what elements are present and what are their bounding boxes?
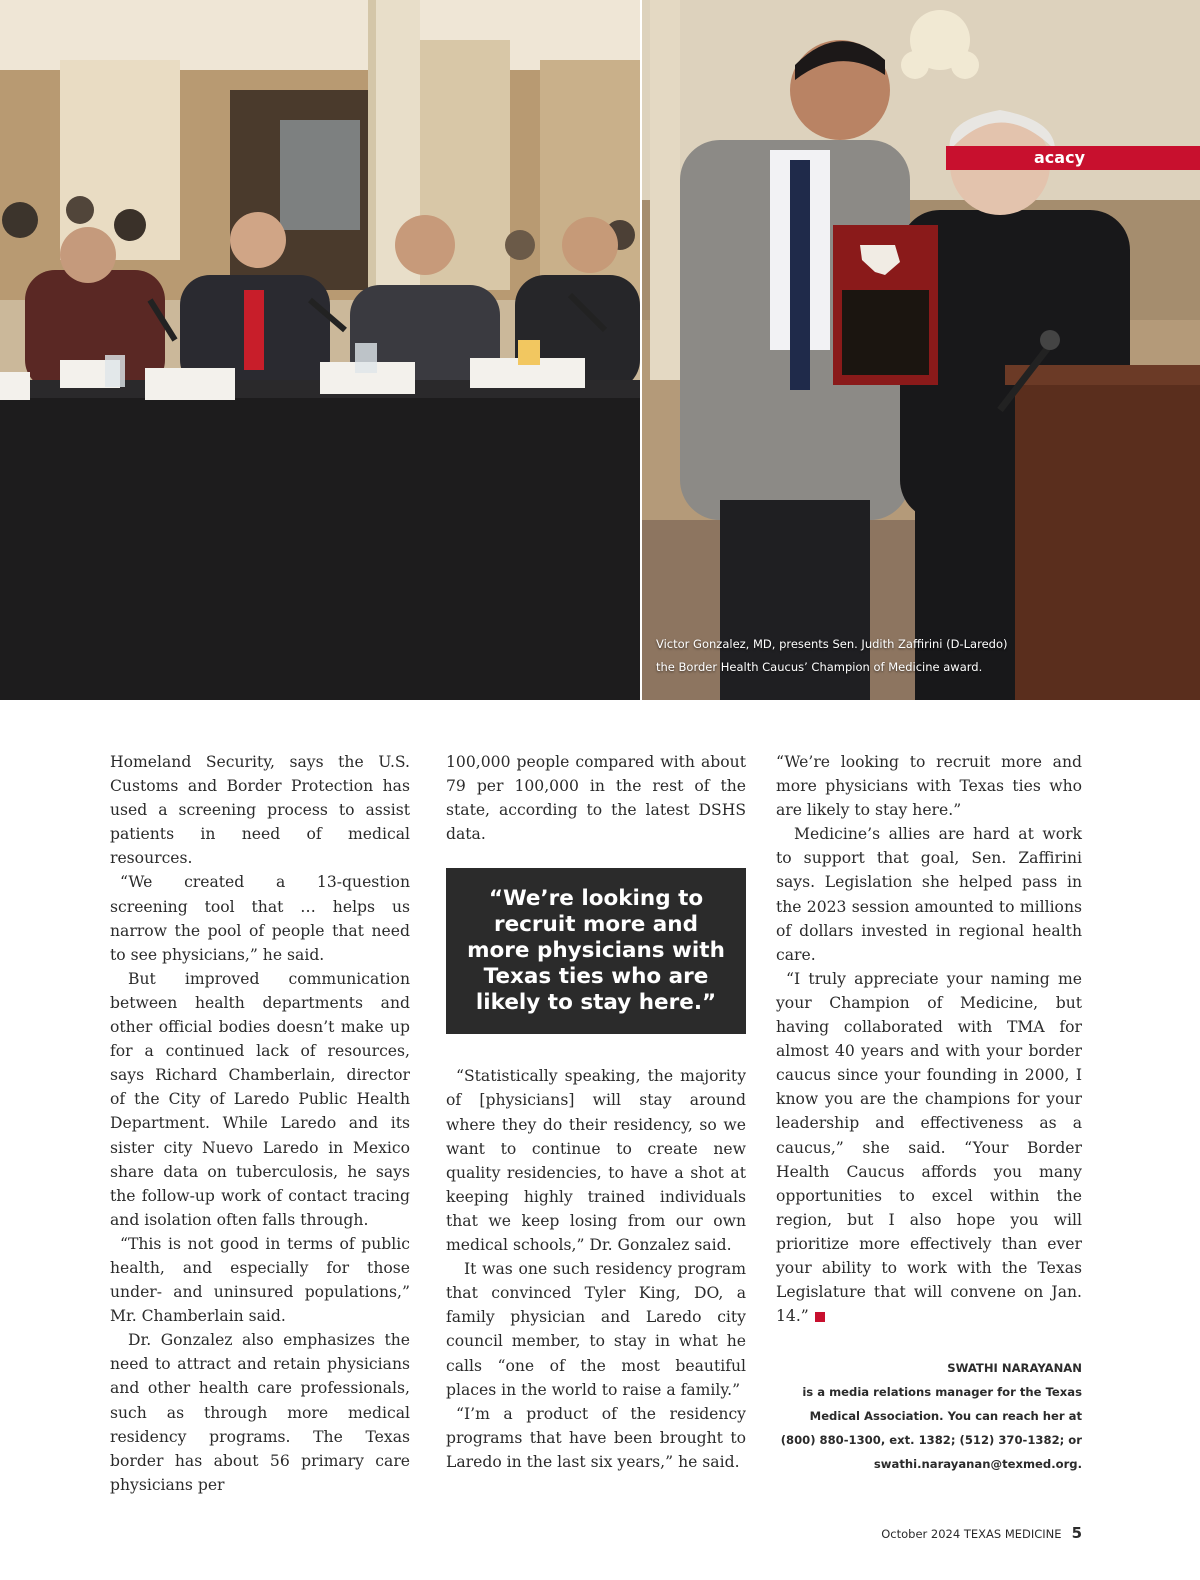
issue-label: October 2024 TEXAS MEDICINE — [881, 1527, 1062, 1541]
paragraph: “Statistically speaking, the majority of [physicians] will stay around where they do their residency, so we want to continue to create new quality residencies, to have a shot at keeping highly trained individuals that we keep losing from our own medical schools,” Dr. Gonzalez said. — [446, 1067, 746, 1255]
paragraph: 100,000 people compared with about 79 per 100,000 in the rest of the state, according to the latest DSHS data. — [446, 753, 746, 844]
bio-line: (800) 880-1300, ext. 1382; (512) 370-1382; or — [780, 1433, 1082, 1448]
column-2 — [446, 750, 746, 1474]
photo-caption — [656, 633, 1076, 679]
paragraph — [776, 967, 1082, 1328]
paragraph: Medicine’s allies are hard at work to support that goal, Sen. Zaffirini says. Legislation she helped pass in the 2023 session amounted to millions of dollars invested in regional health care. — [776, 825, 1082, 964]
caption-line-2: the Border Health Caucus’ Champion of Medicine award. — [656, 660, 983, 674]
paragraph: It was one such residency program that convinced Tyler King, DO, a family physician and Laredo city council member, to stay in what he calls “one of the most beautiful places in the world to raise a family.” — [446, 1260, 746, 1399]
panel-photo — [0, 0, 640, 700]
section-tab: acacy — [946, 146, 1200, 170]
caption-line-1: Victor Gonzalez, MD, presents Sen. Judith Zaffirini (D-Laredo) — [656, 637, 1008, 651]
page-number: 5 — [1071, 1524, 1082, 1542]
author-name: SWATHI NARAYANAN — [947, 1361, 1082, 1376]
paragraph-text: “I truly appreciate your naming me your Champion of Medicine, but having collaborated with TMA for almost 40 years and with your border caucus since your founding in 2000, I know you are the champions for your leadership and effectiveness as a caucus,” she said. “Your Border Health Caucus affords you many opportunities to excel within the region, but I also hope you will prioritize more effectively than ever your ability to work with the Texas Legislature that will convene on Jan. 14.” — [776, 969, 1082, 1326]
paragraph: “We created a 13-question screening tool that … helps us narrow the pool of people that need to see physicians,” he said. — [110, 873, 410, 964]
bio-line: is a media relations manager for the Texas — [802, 1385, 1082, 1400]
column-1 — [110, 750, 410, 1497]
end-mark-icon — [815, 1312, 825, 1322]
author-bio — [776, 1356, 1082, 1476]
paragraph: Homeland Security, says the U.S. Customs and Border Protection has used a screening process to assist patients in need of medical resources. — [110, 753, 410, 868]
paragraph: “I’m a product of the residency programs that have been brought to Laredo in the last six years,” he said. — [446, 1404, 746, 1471]
bio-line: Medical Association. You can reach her at — [809, 1409, 1082, 1424]
paragraph: But improved communication between health departments and other official bodies doesn’t make up for a continued lack of resources, says Richard Chamberlain, director of the City of Laredo Public Health Department. While Laredo and its sister city Nuevo Laredo in Mexico share data on tuberculosis, he says the follow-up work of contact tracing and isolation often falls through. — [110, 969, 410, 1229]
bio-email[interactable]: swathi.narayanan@texmed.org. — [873, 1457, 1082, 1472]
paragraph: “We’re looking to recruit more and more physicians with Texas ties who are likely to stay here.” — [776, 753, 1082, 820]
page-footer — [881, 1524, 1082, 1542]
award-photo — [642, 0, 1200, 700]
pull-quote: “We’re looking to recruit more and more physicians with Texas ties who are likely to stay here.” — [446, 868, 746, 1034]
paragraph: “This is not good in terms of public health, and especially for those under- and uninsured populations,” Mr. Chamberlain said. — [110, 1234, 410, 1326]
paragraph: Dr. Gonzalez also emphasizes the need to attract and retain physicians and other health care professionals, such as through more medical residency programs. The Texas border has about 56 primary care physicians per — [110, 1331, 410, 1494]
photo-band — [0, 0, 1200, 700]
photos-illustration — [0, 0, 1200, 700]
column-3 — [776, 750, 1082, 1476]
